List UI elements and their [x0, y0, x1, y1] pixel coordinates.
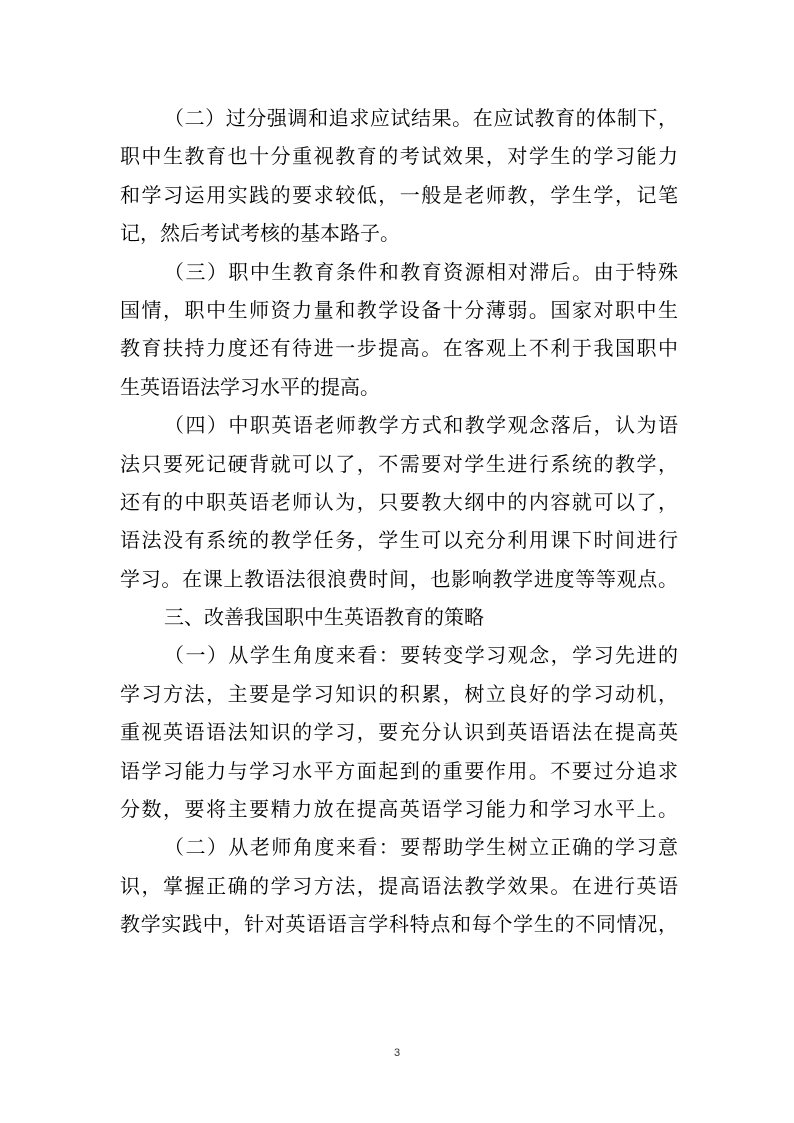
paragraph-line: （二）过分强调和追求应试结果。在应试教育的体制下，: [164, 106, 678, 130]
paragraph-line: 还有的中职英语老师认为，只要教大纲中的内容就可以了，: [120, 489, 678, 514]
paragraph-line: 生英语语法学习水平的提高。: [120, 374, 380, 399]
paragraph-line: （二）从老师角度来看：要帮助学生树立正确的学习意: [164, 835, 678, 860]
paragraph-line: （四）中职英语老师教学方式和教学观念落后，认为语: [164, 413, 678, 438]
paragraph-line: 记，然后考试考核的基本路子。: [120, 221, 400, 246]
paragraph-line: 职中生教育也十分重视教育的考试效果，对学生的学习能力: [120, 144, 678, 169]
paragraph-line: 识，掌握正确的学习方法，提高语法教学效果。在进行英语: [120, 873, 678, 898]
paragraph-line: 教育扶持力度还有待进一步提高。在客观上不利于我国职中: [120, 336, 678, 361]
paragraph-line: 国情，职中生师资力量和教学设备十分薄弱。国家对职中生: [120, 297, 678, 322]
paragraph-line: 语法没有系统的教学任务，学生可以充分利用课下时间进行: [120, 528, 678, 553]
paragraph-line: 语学习能力与学习水平方面起到的重要作用。不要过分追求: [120, 758, 678, 783]
paragraph-line: 教学实践中，针对英语语言学科特点和每个学生的不同情况，: [120, 912, 678, 937]
paragraph-line: 学习方法，主要是学习知识的积累，树立良好的学习动机，: [120, 681, 678, 706]
paragraph-line: 分数，要将主要精力放在提高英语学习能力和学习水平上。: [120, 797, 678, 822]
paragraph-line: （一）从学生角度来看：要转变学习观念，学习先进的: [164, 643, 678, 668]
body-text: [120, 99, 678, 944]
paragraph-line: （三）职中生教育条件和教育资源相对滞后。由于特殊: [164, 259, 678, 284]
paragraph-line: 重视英语语法知识的学习，要充分认识到英语语法在提高英: [120, 720, 678, 745]
paragraph-line: 和学习运用实践的要求较低，一般是老师教，学生学，记笔: [120, 182, 678, 207]
paragraph-line: 法只要死记硬背就可以了，不需要对学生进行系统的教学，: [120, 451, 678, 476]
paragraph-line: 学习。在课上教语法很浪费时间，也影响教学进度等等观点。: [120, 566, 678, 591]
page-number: 3: [393, 1047, 401, 1059]
section-heading: 三、改善我国职中生英语教育的策略: [164, 605, 484, 630]
